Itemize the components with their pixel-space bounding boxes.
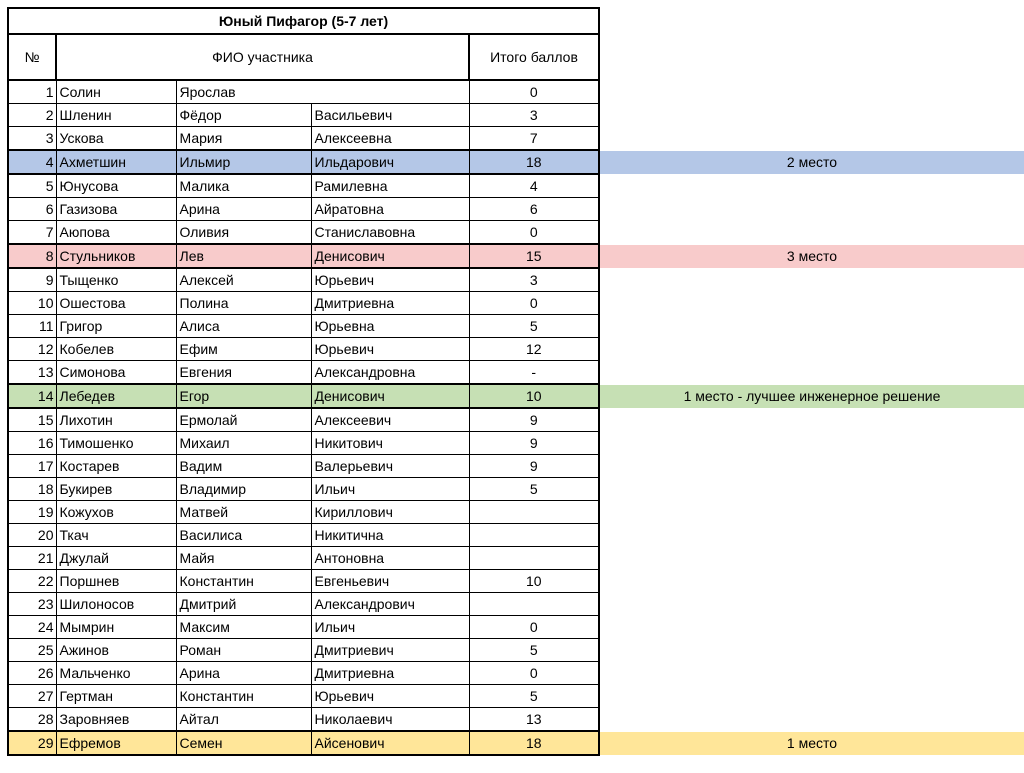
- last-name: Ткач: [56, 524, 176, 547]
- table-row: [8, 127, 599, 151]
- last-name: Мымрин: [56, 616, 176, 639]
- table-row: [8, 547, 599, 570]
- header-row: [8, 34, 599, 80]
- middle-name: Дмитриевна: [311, 292, 469, 315]
- first-name: Алиса: [176, 315, 311, 338]
- score: 5: [469, 478, 599, 501]
- last-name: Ускова: [56, 127, 176, 151]
- middle-name: Айсенович: [311, 731, 469, 755]
- last-name: Шилоносов: [56, 593, 176, 616]
- row-number: 17: [8, 455, 56, 478]
- table-row: [8, 174, 599, 198]
- score: 15: [469, 244, 599, 268]
- table-row: [8, 432, 599, 455]
- score: 18: [469, 731, 599, 755]
- first-name: Егор: [176, 384, 311, 408]
- row-number: 19: [8, 501, 56, 524]
- row-number: 25: [8, 639, 56, 662]
- score: 4: [469, 174, 599, 198]
- middle-name: Валерьевич: [311, 455, 469, 478]
- score: 5: [469, 315, 599, 338]
- last-name: Юнусова: [56, 174, 176, 198]
- row-number: 28: [8, 708, 56, 732]
- score: 7: [469, 127, 599, 151]
- row-number: 24: [8, 616, 56, 639]
- score: 6: [469, 198, 599, 221]
- first-name: Евгения: [176, 361, 311, 385]
- table-row: [8, 150, 599, 174]
- last-name: Ажинов: [56, 639, 176, 662]
- last-name: Шленин: [56, 104, 176, 127]
- table-title: Юный Пифагор (5-7 лет): [8, 8, 599, 34]
- score: 18: [469, 150, 599, 174]
- last-name: Лебедев: [56, 384, 176, 408]
- middle-name: Ильдарович: [311, 150, 469, 174]
- middle-name: Денисович: [311, 384, 469, 408]
- row-number: 8: [8, 244, 56, 268]
- results-table: [7, 7, 600, 756]
- last-name: Ахметшин: [56, 150, 176, 174]
- first-name: Айтал: [176, 708, 311, 732]
- table-row: [8, 408, 599, 432]
- first-name: Мария: [176, 127, 311, 151]
- middle-name: Юрьевич: [311, 685, 469, 708]
- middle-name: Антоновна: [311, 547, 469, 570]
- middle-name: Ильич: [311, 478, 469, 501]
- middle-name: Никитович: [311, 432, 469, 455]
- last-name: Ошестова: [56, 292, 176, 315]
- first-name: Малика: [176, 174, 311, 198]
- table-row: [8, 501, 599, 524]
- score: 12: [469, 338, 599, 361]
- middle-name: Денисович: [311, 244, 469, 268]
- middle-name: Дмитриевич: [311, 639, 469, 662]
- first-name: Семен: [176, 731, 311, 755]
- middle-name: Юрьевич: [311, 338, 469, 361]
- score: 5: [469, 639, 599, 662]
- table-row: [8, 221, 599, 245]
- table-row: [8, 80, 599, 104]
- last-name: Лихотин: [56, 408, 176, 432]
- row-number: 7: [8, 221, 56, 245]
- first-name: Ильмир: [176, 150, 311, 174]
- header-score: Итого баллов: [469, 34, 599, 80]
- middle-name: Ильич: [311, 616, 469, 639]
- first-name: Арина: [176, 198, 311, 221]
- score: 0: [469, 662, 599, 685]
- place-label: 3 место: [600, 245, 1024, 268]
- table-row: [8, 616, 599, 639]
- middle-name: [311, 80, 469, 104]
- place-label: 1 место - лучшее инженерное решение: [600, 385, 1024, 408]
- row-number: 21: [8, 547, 56, 570]
- score: 9: [469, 408, 599, 432]
- middle-name: Кириллович: [311, 501, 469, 524]
- score: 10: [469, 570, 599, 593]
- row-number: 12: [8, 338, 56, 361]
- score: -: [469, 361, 599, 385]
- first-name: Майя: [176, 547, 311, 570]
- table-row: [8, 384, 599, 408]
- middle-name: Алексеевич: [311, 408, 469, 432]
- score: [469, 547, 599, 570]
- middle-name: Евгеньевич: [311, 570, 469, 593]
- score: 13: [469, 708, 599, 732]
- table-row: [8, 662, 599, 685]
- row-number: 9: [8, 268, 56, 292]
- table-row: [8, 244, 599, 268]
- row-number: 20: [8, 524, 56, 547]
- last-name: Поршнев: [56, 570, 176, 593]
- row-number: 23: [8, 593, 56, 616]
- row-number: 15: [8, 408, 56, 432]
- middle-name: Александрович: [311, 593, 469, 616]
- table-row: [8, 478, 599, 501]
- first-name: Вадим: [176, 455, 311, 478]
- last-name: Гертман: [56, 685, 176, 708]
- first-name: Алексей: [176, 268, 311, 292]
- last-name: Солин: [56, 80, 176, 104]
- place-label: 2 место: [600, 151, 1024, 174]
- middle-name: Дмитриевна: [311, 662, 469, 685]
- first-name: Ярослав: [176, 80, 311, 104]
- middle-name: Станиславовна: [311, 221, 469, 245]
- table-row: [8, 639, 599, 662]
- first-name: Матвей: [176, 501, 311, 524]
- row-number: 27: [8, 685, 56, 708]
- table-row: [8, 268, 599, 292]
- first-name: Лев: [176, 244, 311, 268]
- table-row: [8, 455, 599, 478]
- last-name: Ефремов: [56, 731, 176, 755]
- last-name: Заровняев: [56, 708, 176, 732]
- last-name: Тыщенко: [56, 268, 176, 292]
- table-row: [8, 361, 599, 385]
- row-number: 18: [8, 478, 56, 501]
- score: 0: [469, 221, 599, 245]
- score: [469, 524, 599, 547]
- row-number: 10: [8, 292, 56, 315]
- first-name: Роман: [176, 639, 311, 662]
- header-num: №: [8, 34, 56, 80]
- last-name: Стульников: [56, 244, 176, 268]
- last-name: Григор: [56, 315, 176, 338]
- row-number: 29: [8, 731, 56, 755]
- place-label: 1 место: [600, 732, 1024, 755]
- row-number: 22: [8, 570, 56, 593]
- row-number: 11: [8, 315, 56, 338]
- score: 9: [469, 432, 599, 455]
- score: 9: [469, 455, 599, 478]
- first-name: Оливия: [176, 221, 311, 245]
- middle-name: Юрьевна: [311, 315, 469, 338]
- last-name: Мальченко: [56, 662, 176, 685]
- table-row: [8, 685, 599, 708]
- first-name: Ермолай: [176, 408, 311, 432]
- first-name: Максим: [176, 616, 311, 639]
- first-name: Дмитрий: [176, 593, 311, 616]
- score: 0: [469, 616, 599, 639]
- middle-name: Айратовна: [311, 198, 469, 221]
- row-number: 14: [8, 384, 56, 408]
- middle-name: Васильевич: [311, 104, 469, 127]
- score: 3: [469, 104, 599, 127]
- row-number: 13: [8, 361, 56, 385]
- last-name: Газизова: [56, 198, 176, 221]
- score: 0: [469, 292, 599, 315]
- middle-name: Никитична: [311, 524, 469, 547]
- row-number: 2: [8, 104, 56, 127]
- row-number: 3: [8, 127, 56, 151]
- table-row: [8, 524, 599, 547]
- middle-name: Александровна: [311, 361, 469, 385]
- last-name: Букирев: [56, 478, 176, 501]
- table-row: [8, 338, 599, 361]
- table-row: [8, 731, 599, 755]
- score: 3: [469, 268, 599, 292]
- last-name: Тимошенко: [56, 432, 176, 455]
- middle-name: Алексеевна: [311, 127, 469, 151]
- first-name: Константин: [176, 685, 311, 708]
- score: [469, 501, 599, 524]
- table-row: [8, 593, 599, 616]
- row-number: 6: [8, 198, 56, 221]
- row-number: 5: [8, 174, 56, 198]
- table-row: [8, 104, 599, 127]
- table-row: [8, 315, 599, 338]
- middle-name: Николаевич: [311, 708, 469, 732]
- score: [469, 593, 599, 616]
- last-name: Кобелев: [56, 338, 176, 361]
- table-row: [8, 570, 599, 593]
- header-name: ФИО участника: [56, 34, 469, 80]
- score: 10: [469, 384, 599, 408]
- table-row: [8, 708, 599, 732]
- table-row: [8, 292, 599, 315]
- score: 5: [469, 685, 599, 708]
- middle-name: Юрьевич: [311, 268, 469, 292]
- last-name: Джулай: [56, 547, 176, 570]
- last-name: Костарев: [56, 455, 176, 478]
- row-number: 1: [8, 80, 56, 104]
- first-name: Василиса: [176, 524, 311, 547]
- last-name: Кожухов: [56, 501, 176, 524]
- first-name: Арина: [176, 662, 311, 685]
- first-name: Михаил: [176, 432, 311, 455]
- last-name: Симонова: [56, 361, 176, 385]
- first-name: Фёдор: [176, 104, 311, 127]
- table-row: [8, 198, 599, 221]
- row-number: 4: [8, 150, 56, 174]
- score: 0: [469, 80, 599, 104]
- first-name: Константин: [176, 570, 311, 593]
- first-name: Владимир: [176, 478, 311, 501]
- first-name: Полина: [176, 292, 311, 315]
- middle-name: Рамилевна: [311, 174, 469, 198]
- title-row: [8, 8, 599, 34]
- row-number: 16: [8, 432, 56, 455]
- row-number: 26: [8, 662, 56, 685]
- last-name: Аюпова: [56, 221, 176, 245]
- first-name: Ефим: [176, 338, 311, 361]
